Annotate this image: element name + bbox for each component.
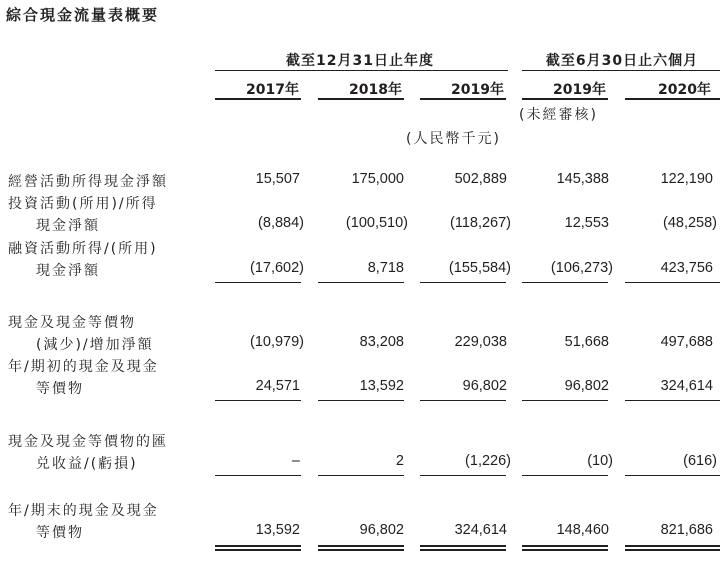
table-cell: 497,688 bbox=[660, 334, 713, 350]
row-label: 融資活動所得/(所用) bbox=[8, 241, 158, 257]
table-cell: (616) bbox=[683, 453, 717, 469]
row-label: 投資活動(所用)/所得 bbox=[8, 196, 158, 212]
table-cell: 229,038 bbox=[454, 334, 507, 350]
year-underline bbox=[420, 98, 506, 100]
subtotal-rule bbox=[420, 400, 506, 401]
total-double-rule bbox=[522, 545, 608, 551]
row-label: 經營活動所得現金淨額 bbox=[8, 174, 168, 190]
year-header-2018: 2018年 bbox=[349, 82, 402, 98]
table-cell: (48,258) bbox=[662, 215, 717, 231]
total-double-rule bbox=[215, 545, 301, 551]
table-cell: 13,592 bbox=[359, 378, 404, 394]
subtotal-rule bbox=[420, 282, 506, 283]
subtotal-rule bbox=[215, 282, 301, 283]
total-double-rule bbox=[318, 545, 404, 551]
subtotal-rule bbox=[522, 282, 608, 283]
subtotal-rule bbox=[522, 400, 608, 401]
table-cell: 51,668 bbox=[564, 334, 609, 350]
table-cell: (17,602) bbox=[249, 260, 304, 276]
currency-note: (人民幣千元) bbox=[406, 131, 501, 147]
year-header-2019-half: 2019年 bbox=[553, 82, 606, 98]
table-cell: (10) bbox=[587, 453, 613, 469]
table-cell: (8,884) bbox=[258, 215, 304, 231]
subtotal-rule bbox=[318, 282, 404, 283]
row-label: 兑收益/(虧損) bbox=[36, 456, 138, 472]
unaudited-note: (未經審核) bbox=[519, 107, 598, 123]
table-cell: 96,802 bbox=[462, 378, 507, 394]
table-cell: 502,889 bbox=[454, 171, 507, 187]
row-label: (減少)/增加淨額 bbox=[36, 337, 154, 353]
page-title: 綜合現金流量表概要 bbox=[6, 6, 160, 24]
table-cell: 145,388 bbox=[556, 171, 609, 187]
table-cell: 12,553 bbox=[564, 215, 609, 231]
year-header-2019: 2019年 bbox=[451, 82, 504, 98]
subtotal-rule bbox=[215, 400, 301, 401]
year-underline bbox=[625, 98, 720, 100]
table-cell: 8,718 bbox=[367, 260, 404, 276]
table-cell: 96,802 bbox=[359, 522, 404, 538]
table-cell: 148,460 bbox=[556, 522, 609, 538]
table-cell: – bbox=[291, 453, 300, 469]
row-label: 年/期初的現金及現金 bbox=[8, 359, 159, 375]
subtotal-rule bbox=[522, 475, 608, 476]
table-cell: 175,000 bbox=[351, 171, 404, 187]
subtotal-rule bbox=[625, 282, 720, 283]
subtotal-rule bbox=[318, 475, 404, 476]
row-label: 等價物 bbox=[36, 381, 84, 397]
table-cell: 13,592 bbox=[255, 522, 300, 538]
table-cell: 324,614 bbox=[454, 522, 507, 538]
row-label: 現金淨額 bbox=[36, 218, 100, 234]
year-underline bbox=[215, 98, 301, 100]
year-header-2020-half: 2020年 bbox=[658, 82, 711, 98]
table-cell: 96,802 bbox=[564, 378, 609, 394]
table-cell: 2 bbox=[395, 453, 404, 469]
subtotal-rule bbox=[420, 475, 506, 476]
total-double-rule bbox=[420, 545, 506, 551]
total-double-rule bbox=[625, 545, 720, 551]
year-underline bbox=[318, 98, 404, 100]
subtotal-rule bbox=[215, 475, 301, 476]
row-label: 現金及現金等價物 bbox=[8, 315, 136, 331]
table-cell: (10,979) bbox=[249, 334, 304, 350]
table-cell: 15,507 bbox=[255, 171, 300, 187]
year-underline bbox=[522, 98, 608, 100]
table-cell: (118,267) bbox=[450, 215, 511, 231]
table-cell: 324,614 bbox=[660, 378, 713, 394]
year-header-2017: 2017年 bbox=[246, 82, 299, 98]
subtotal-rule bbox=[625, 475, 720, 476]
table-cell: (100,510) bbox=[345, 215, 408, 231]
header-group-year: 截至12月31日止年度 bbox=[286, 53, 434, 69]
row-label: 現金淨額 bbox=[36, 263, 100, 279]
header-group-half: 截至6月30日止六個月 bbox=[545, 53, 699, 69]
table-cell: (155,584) bbox=[448, 260, 511, 276]
row-label: 等價物 bbox=[36, 525, 84, 541]
table-cell: 83,208 bbox=[359, 334, 404, 350]
subtotal-rule bbox=[625, 400, 720, 401]
row-label: 年/期末的現金及現金 bbox=[8, 503, 159, 519]
table-cell: 122,190 bbox=[660, 171, 713, 187]
table-cell: (1,226) bbox=[465, 453, 511, 469]
row-label: 現金及現金等價物的匯 bbox=[8, 434, 168, 450]
header-group-year-rule bbox=[215, 70, 508, 71]
table-cell: 423,756 bbox=[660, 260, 713, 276]
table-cell: 24,571 bbox=[255, 378, 300, 394]
header-group-half-rule bbox=[522, 70, 720, 71]
subtotal-rule bbox=[318, 400, 404, 401]
table-cell: 821,686 bbox=[660, 522, 713, 538]
table-cell: (106,273) bbox=[550, 260, 613, 276]
